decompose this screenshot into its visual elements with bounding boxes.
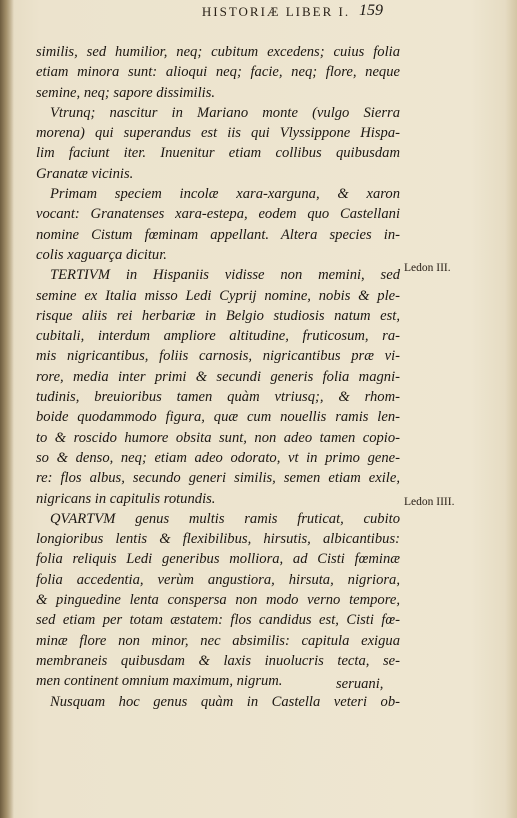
text-line: TERTIVM in Hispaniis vidisse non memini, sed [50, 267, 400, 284]
text-line: boide quodammodo figura, quæ cum nouellis ramis len- [36, 409, 400, 426]
text-line: rore, media inter primi & secundi generis folia magni- [36, 368, 400, 385]
text-line: minæ flore non minor, nec absimilis: capitula exigua [36, 632, 400, 649]
text-line: risque aliis rei herbariæ in Belgio studiosis natum est, [36, 307, 400, 324]
text-line: cubitali, interdum ampliore altitudine, fruticosum, ra- [36, 328, 400, 345]
text-line: lim faciunt iter. Inuenitur etiam collibus quibusdam [36, 145, 400, 162]
text-line: folia accedentia, verùm angustiora, hirsuta, nigriora, [36, 571, 400, 588]
text-line: similis, sed humilior, neq; cubitum excedens; cuius folia [36, 44, 400, 60]
text-line: re: flos albus, secundo generi similis, semen etiam exile, [36, 470, 400, 487]
text-line: Vtrunq; nascitur in Mariano monte (vulgo Sierra [50, 104, 400, 121]
text-line: Primam speciem incolæ xara-xarguna, & xaron [50, 186, 400, 203]
text-line: sed etiam per totam æstatem: flos candidus est, Cisti fœ- [36, 612, 400, 629]
text-line: morena) qui superandus est iis qui Vlyssippone Hispa- [36, 125, 400, 142]
text-line: tudinis, breuioribus tamen quàm vtriusq;, & rhom- [36, 389, 400, 406]
text-line: men continent omnium maximum, nigrum. [36, 673, 283, 690]
text-line: vocant: Granatenses xara-estepa, eodem quo Castellani [36, 206, 400, 223]
text-line: semine, neq; sapore dissimilis. [36, 84, 216, 101]
text-line: to & roscido humore obsita sunt, non adeo tamen copio- [36, 429, 400, 446]
running-head: HISTORIÆ LIBER I. [201, 4, 351, 19]
page-body [36, 0, 506, 818]
text-line: QVARTVM genus multis ramis fruticat, cubito [50, 510, 400, 527]
binding-gutter [0, 0, 14, 818]
text-line: nigricans in capitulis rotundis. [36, 490, 216, 507]
text-line: etiam minora sunt: alioqui neq; facie, neq; flore, neque [36, 64, 400, 81]
text-line: longioribus lentis & flexibilibus, hirsutis, albicantibus: [36, 531, 400, 548]
text-line: nomine Cistum fœminam appellant. Altera species in- [36, 226, 400, 243]
text-line: & pinguedine lenta conspersa non modo verno tempore, [36, 592, 400, 609]
margin-note-ledon-3: Ledon III. [404, 262, 451, 274]
text-line: Nusquam hoc genus quàm in Castella veteri ob- [50, 693, 400, 710]
main-text [36, 42, 400, 712]
text-line: colis xaguarça dicitur. [36, 246, 167, 263]
text-line: membraneis quibusdam & laxis inuolucris tecta, se- [36, 652, 400, 669]
margin-note-ledon-4: Ledon IIII. [404, 496, 455, 508]
catchword: seruani, [336, 676, 384, 692]
text-line: semine ex Italia misso Ledi Cyprij nomine, nobis & ple- [36, 287, 400, 304]
text-line: Granatæ vicinis. [36, 165, 134, 182]
text-line: mis nigricantibus, foliis carnosis, nigricantibus præ vi- [36, 348, 400, 365]
page-number: 159 [359, 2, 383, 19]
text-line: folia reliquis Ledi generibus molliora, ad Cisti fœminæ [36, 551, 400, 568]
text-line: so & denso, neq; etiam adeo odorato, vt in primo gene- [36, 449, 400, 466]
